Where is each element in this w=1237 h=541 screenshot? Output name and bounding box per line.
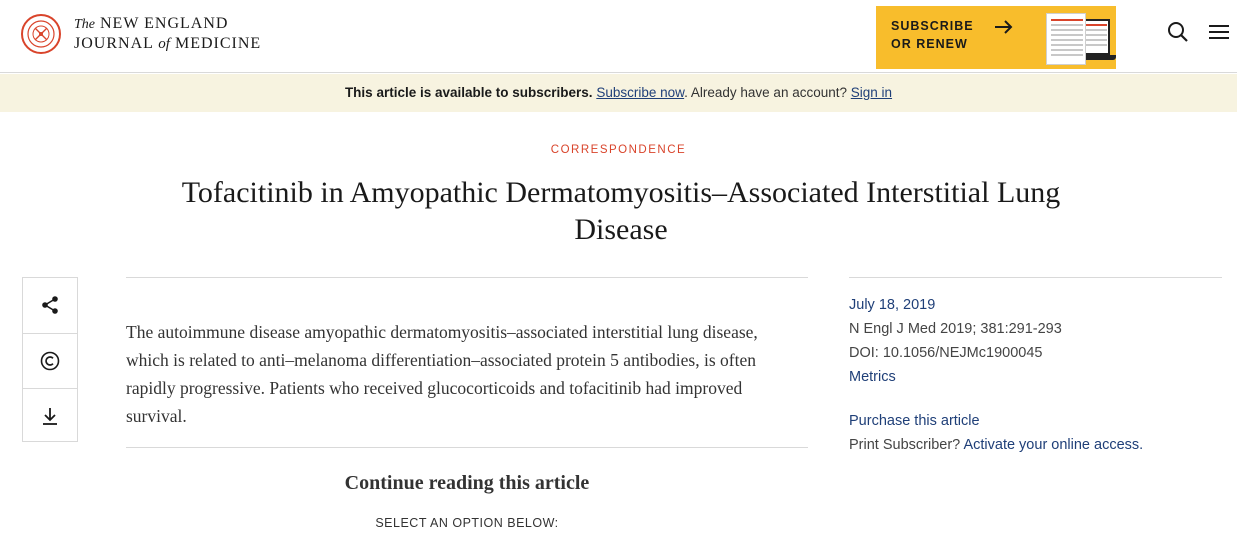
permissions-button[interactable] [23, 333, 77, 388]
subscribe-now-link[interactable]: Subscribe now [596, 85, 685, 100]
logo-journal: JOURNAL [74, 35, 154, 52]
publish-date[interactable]: July 18, 2019 [849, 297, 936, 313]
logo-new-england: NEW ENGLAND [100, 15, 229, 32]
divider-bottom [126, 447, 808, 448]
download-icon [40, 406, 60, 426]
share-button[interactable] [23, 278, 77, 333]
menu-icon[interactable] [1209, 23, 1229, 41]
subscribe-line-1: SUBSCRIBE [891, 19, 974, 33]
copyright-icon [40, 351, 60, 371]
subscriber-banner [0, 74, 1237, 112]
divider-meta [849, 277, 1222, 278]
journal-logo[interactable] [74, 15, 261, 54]
doi: DOI: 10.1056/NEJMc1900045 [849, 345, 1043, 361]
select-option-label: SELECT AN OPTION BELOW: [375, 516, 559, 530]
arrow-right-icon [994, 18, 1014, 41]
article-title: Tofacitinib in Amyopathic Dermatomyositis–Associated Interstitial Lung Disease [181, 176, 1061, 246]
banner-message: This article is available to subscribers. [344, 85, 593, 100]
logo-the: The [74, 17, 95, 32]
article-type-label[interactable]: CORRESPONDENCE [550, 144, 687, 156]
subscribe-or-renew-button[interactable] [876, 6, 1116, 69]
subscribe-label [891, 17, 974, 53]
article-meta [849, 293, 1229, 457]
site-header [0, 0, 1237, 73]
logo-medicine: MEDICINE [174, 35, 262, 52]
activate-access-link[interactable]: Activate your online access. [963, 437, 1144, 453]
article-tools-rail [22, 277, 78, 442]
sign-in-link[interactable]: Sign in [850, 85, 893, 100]
divider-top [126, 277, 808, 278]
continue-reading-heading: Continue reading this article [344, 472, 590, 494]
purchase-article-link[interactable]: Purchase this article [849, 413, 980, 429]
metrics-link[interactable]: Metrics [849, 369, 896, 385]
search-icon[interactable] [1167, 21, 1189, 43]
seal-logo-icon[interactable] [21, 14, 61, 54]
logo-of: of [158, 36, 170, 52]
download-button[interactable] [23, 388, 77, 443]
print-subscriber-text: Print Subscriber? [849, 437, 961, 453]
citation: N Engl J Med 2019; 381:291-293 [849, 321, 1062, 337]
banner-account-text: . Already have an account? [684, 85, 847, 100]
subscribe-line-2: OR RENEW [891, 37, 968, 51]
article-abstract: The autoimmune disease amyopathic dermatomyositis–associated interstitial lung disease, which is related to anti–melanoma differentiation–associated protein 5 antibodies, is often rapidly progressive. Patients who received glucocorticoids and tofacitinib had improved survival. [126, 322, 758, 426]
device-mockup-icon [1046, 13, 1112, 65]
print-subscriber-line [849, 433, 1229, 457]
share-icon [40, 295, 60, 315]
